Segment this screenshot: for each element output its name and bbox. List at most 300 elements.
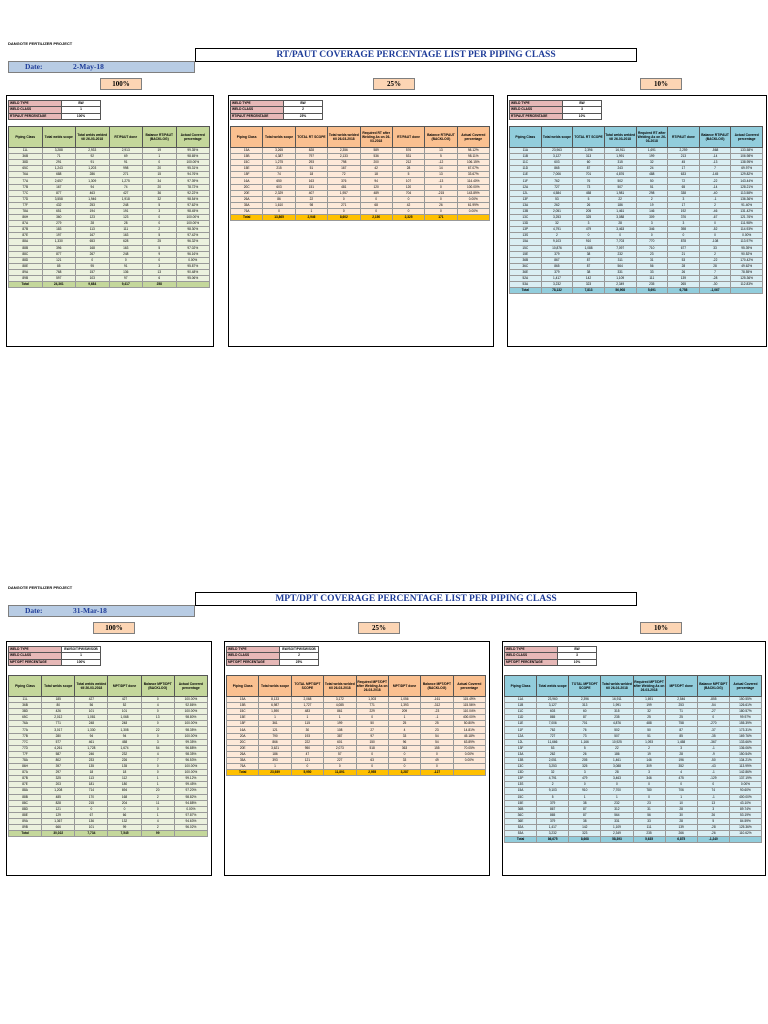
table-cell: 86H [9,764,42,770]
table-cell: 42 [392,202,424,208]
info-key: WELD CLASS [227,653,280,659]
table-cell: 3 [668,196,700,202]
table-cell: 114.93% [731,227,763,233]
table-cell: 1,417 [541,275,573,281]
total-cell: 58,393 [601,837,633,843]
table-cell: 651 [42,208,76,214]
table-cell: 73 [569,733,601,739]
table-cell: 536 [360,154,392,160]
class1-percentage-header: 100% [93,622,135,634]
table-cell: 564 [601,812,633,818]
table-cell: 26 [668,269,700,275]
table-cell: 33.67% [457,172,489,178]
table-cell: 271 [328,202,360,208]
table-cell: 94 [108,733,141,739]
table-cell: 87 [573,257,605,263]
table-cell: 87 [569,715,601,721]
table-cell: 133.66% [729,739,761,745]
table-cell: 13P [505,776,537,782]
total-cell: 99 [141,831,174,837]
table-cell: 481 [328,184,360,190]
table-cell: 11E [505,721,537,727]
table-cell: 0 [141,697,174,703]
table-cell: 0 [601,782,633,788]
table-cell: 1 [291,715,323,721]
column-header: Balance MPT/DPT (BACKLOG) [697,676,729,697]
table-cell: 1,243 [42,166,76,172]
info-value: 3 [558,653,597,659]
table-cell: 15B [231,154,263,160]
table-cell: 121.76% [731,215,763,221]
table-cell: 0 [141,770,174,776]
table-cell: 68 [360,202,392,208]
table-cell: 35A [231,202,263,208]
table-cell: -1 [697,770,729,776]
table-cell: 0 [421,764,453,770]
table-cell: 72 [328,172,360,178]
table-cell: 379 [537,800,569,806]
table-cell: 20 [143,166,177,172]
table-cell: 94.88% [174,800,207,806]
table-cell: 36C [505,812,537,818]
table-cell: 69.97% [731,166,763,172]
table-cell: 704 [392,190,424,196]
table-cell: 4,584 [541,190,573,196]
table-cell: 346 [636,227,668,233]
table-cell: 352 [665,764,697,770]
table-cell: 2 [699,251,731,257]
table-cell: 463 [76,190,110,196]
table-cell: 91.40% [731,202,763,208]
table-cell: 56 [633,812,665,818]
table-cell: 232 [108,751,141,757]
table-cell: 0.00% [453,751,485,757]
table-cell: 2 [141,794,174,800]
table-cell: 77A [9,178,43,184]
table-cell: 18 [295,172,327,178]
table-cell: 125.36% [729,824,761,830]
info-value: 2 [284,107,323,113]
table-cell: 311 [604,257,636,263]
table-cell: 20C [227,739,259,745]
table-cell: 267 [76,251,110,257]
table-cell: 262 [541,202,573,208]
table-cell: 1,056 [388,697,420,703]
column-header: Required MPT/DPT after Welding As on 26-03-2018 [633,676,665,697]
total-cell [176,282,210,288]
table-cell: -13 [425,178,457,184]
info-key: WELD CLASS [510,107,563,113]
total-cell: 2,150 [360,215,392,221]
table-cell: 53A [505,831,537,837]
table-cell: 271 [109,172,143,178]
table-cell: -312 [421,703,453,709]
table-cell: 192 [668,208,700,214]
table-header-row [9,127,210,148]
table-cell: 1,003 [356,697,388,703]
table-cell: 76A [9,172,43,178]
table-cell: 2,068 [291,697,323,703]
table-cell: 1,946 [76,196,110,202]
table-cell: 3 [636,221,668,227]
table-cell: 0 [324,764,356,770]
rt-paut-sheet [0,38,768,378]
table-cell: 88E [9,263,43,269]
table-header-row [227,676,486,697]
column-header: Total welds scope [42,127,76,148]
table-cell: 13 [425,172,457,178]
table-cell: 1,275 [263,160,295,166]
table-cell: 0 [569,782,601,788]
total-cell: 23,939 [259,770,291,776]
table-cell: 768 [42,269,76,275]
table-cell: 1,991 [604,154,636,160]
table-cell: 45 [668,160,700,166]
table-cell: 94.76% [176,172,210,178]
table-cell: 1 [665,794,697,800]
info-key: WELD CLASS [231,107,284,113]
table-cell: 108 [324,727,356,733]
table-cell: 16,911 [604,148,636,154]
table-cell: 199 [636,154,668,160]
table-header-row [9,676,208,697]
table-cell: 633 [668,172,700,178]
table-cell: 601 [324,739,356,745]
table-cell: 15E [510,251,542,257]
table-cell: 97.20% [174,788,207,794]
table-cell: 1,461 [604,208,636,214]
table-cell: 1,109 [604,275,636,281]
table-cell: 142 [573,275,605,281]
table-cell: 0 [636,233,668,239]
table-cell: 3,253 [537,764,569,770]
table-cell: 114.40% [457,178,489,184]
column-header: Balance RT/PAUT (BACKLOG) [699,127,731,148]
table-cell: 15C [505,794,537,800]
table-cell: 3 [633,770,665,776]
total-cell: 2,325 [392,215,424,221]
table-cell: 1 [141,812,174,818]
info-value: 1 [62,653,101,659]
table-cell: 150.54% [729,751,761,757]
table-header-row [510,127,763,148]
column-header: RT/PAUT done [109,127,143,148]
table-cell: 235 [633,831,665,837]
table-cell: 1,727 [291,703,323,709]
table-cell: 376 [328,178,360,184]
total-row [227,770,486,776]
table-cell: 60 [569,709,601,715]
table-cell: 28 [665,818,697,824]
table-cell: 297 [42,770,75,776]
table-cell: 94 [76,184,110,190]
table-cell: 11F [510,178,542,184]
table-cell: 86H [9,215,43,221]
table-cell: 173.31% [729,727,761,733]
table-cell: 36E [510,269,542,275]
table-cell: 150.55% [729,697,761,703]
table-cell: -27 [697,709,729,715]
table-cell: -52 [699,227,731,233]
table-cell: 313 [573,154,605,160]
table-cell: 36B [9,703,42,709]
table-cell: 363 [388,745,420,751]
table-cell: 3,017 [42,727,75,733]
column-header: Actual Covered percentage [731,127,763,148]
table-cell: 3,621 [259,745,291,751]
table-cell: 4,876 [601,721,633,727]
table-cell: 15C [231,160,263,166]
table-cell: 1 [569,794,601,800]
table-cell: 2,396 [573,148,605,154]
table-cell: 50 [636,178,668,184]
info-value: BW [284,101,323,107]
table-cell: 1 [324,715,356,721]
column-header: Piping Class [505,676,537,697]
table-cell: 11D [505,715,537,721]
table-cell: 15 [143,172,177,178]
table-cell: 121 [291,757,323,763]
table-cell: 0 [328,208,360,214]
table-cell: 706 [665,788,697,794]
table-cell: 98.54% [176,196,210,202]
table-cell: 36B [9,154,43,160]
table-cell: 407 [295,190,327,196]
table-cell: 38D [9,709,42,715]
table-cell: 379 [541,269,573,275]
table-cell: 0 [360,196,392,202]
table-cell: 235 [601,715,633,721]
table-cell: 780 [633,788,665,794]
table-cell: 67 [75,812,108,818]
table-cell: 15A [231,148,263,154]
table-cell: 7,006 [537,721,569,727]
table-cell: 186 [601,751,633,757]
table-cell: 15E [227,715,259,721]
table-cell: 87A [9,221,43,227]
table-cell: 0.00% [457,208,489,214]
table-cell: 87B [9,227,43,233]
table-cell: 99.35% [176,148,210,154]
total-cell: 6,875 [665,837,697,843]
table-cell: 88D [9,257,43,263]
table-cell: 65C [9,166,43,172]
column-header: Balance RT/PAUT (BACKLOG) [143,127,177,148]
table-cell: -13 [699,160,731,166]
table-cell: 98.45% [176,208,210,214]
total-cell: 3,287 [388,770,420,776]
column-header: Required RT after Welding As on 26-03-2018 [360,127,392,148]
table-cell: 2 [141,824,174,830]
table-cell: 112 [108,776,141,782]
table-cell: 861 [324,709,356,715]
page-title: MPT/DPT COVERAGE PERCENTAGE LIST PER PIPING CLASS [195,592,637,606]
column-header: Total welds welded till 26-03-2018 [324,676,356,697]
table-cell: 111 [109,227,143,233]
table-cell: 76A [231,208,263,214]
table-cell: 13 [697,800,729,806]
table-cell: 1,458 [665,739,697,745]
table-cell: 170.42% [731,257,763,263]
table-cell: 4,261 [42,745,75,751]
column-header: Piping Class [9,127,43,148]
info-value: 10% [563,113,602,119]
table-cell: 6,987 [259,703,291,709]
table-cell: 193 [291,733,323,739]
table-cell: 78.55% [731,269,763,275]
table-cell: 78A [9,208,43,214]
total-cell: -127 [421,770,453,776]
table-cell: 0.00% [729,782,761,788]
table-cell: 291 [42,160,76,166]
info-key: MPT/DPT PERCENTAGE [9,659,62,665]
column-header: Balance MPT/DPT (BACKLOG) [141,676,174,697]
table-cell: 94.63% [174,818,207,824]
table-cell: 1 [295,208,327,214]
table-cell: 1,088 [573,245,605,251]
table-cell: 1 [259,715,291,721]
date-row [8,605,195,617]
table-cell: 87E [9,782,42,788]
table-cell: 88B [9,794,42,800]
table-cell: 38 [569,800,601,806]
table-cell: 88E [9,812,42,818]
table-cell: 1,068 [108,715,141,721]
class2-info-table [226,646,319,666]
table-cell: 396 [42,245,76,251]
table-cell: 0 [633,794,665,800]
table-header-row [231,127,490,148]
table-cell: 0 [421,751,453,757]
table-cell: 9 [143,251,177,257]
date-row [8,61,195,73]
table-cell: 52 [108,703,141,709]
table-cell: 51 [633,733,665,739]
table-cell: 215 [263,166,295,172]
table-cell: 74 [109,184,143,190]
table-cell: 2,349 [604,282,636,288]
table-cell: 28 [665,806,697,812]
table-cell: 226 [108,757,141,763]
class3-info-table [509,100,602,120]
table-cell: -129 [697,776,729,782]
total-cell: 5,691 [636,288,668,294]
table-cell: 11F [505,727,537,733]
table-cell: 5 [697,818,729,824]
table-cell: 2,349 [601,831,633,837]
total-cell: Total [9,831,42,837]
table-cell: 13 [425,148,457,154]
table-cell: 63 [356,757,388,763]
table-cell: 15F [231,172,263,178]
table-cell: 3,172 [324,697,356,703]
table-cell: 107 [392,178,424,184]
total-cell: -1,240 [697,837,729,843]
info-value: BW [563,101,602,107]
table-cell: 95.06% [176,275,210,281]
table-cell: 3,127 [541,154,573,160]
table-cell: 123 [109,215,143,221]
table-cell: 77B [9,733,42,739]
table-cell: 38 [569,818,601,824]
info-value: 3 [563,107,602,113]
table-cell: 11B [510,154,542,160]
table-cell: 136 [109,269,143,275]
total-cell: 56,908 [604,288,636,294]
table-cell: 13S [505,782,537,788]
table-cell: -35 [697,733,729,739]
table-cell: 19 [143,148,177,154]
table-cell: 0 [425,184,457,190]
table-cell: 727 [541,184,573,190]
table-cell: 5 [573,196,605,202]
table-cell: 77F [9,751,42,757]
table-cell: 0 [697,715,729,721]
table-cell: 3 [143,263,177,269]
table-cell: 0 [388,751,420,757]
table-cell: 1,957 [328,190,360,196]
table-cell: 20E [227,745,259,751]
table-cell: 28 [76,221,110,227]
table-cell: 74 [263,172,295,178]
column-header: Total welds welded till 26-03-2018 [75,676,108,697]
table-cell: 98.30% [176,227,210,233]
table-cell: 2,396 [569,697,601,703]
table-cell: 1,330 [75,727,108,733]
info-value: 2 [280,653,319,659]
info-value: 1 [62,107,101,113]
table-cell: 331 [601,818,633,824]
table-cell: 87 [569,812,601,818]
table-cell: 2,051 [541,208,573,214]
table-cell: 1,918 [109,196,143,202]
table-cell: 0.00% [453,757,485,763]
total-cell: 13,865 [263,215,295,221]
table-cell: 2,329 [263,190,295,196]
table-cell: -67 [699,215,731,221]
table-cell: 121 [259,727,291,733]
table-cell: 0 [699,221,731,227]
table-cell: 877 [42,251,76,257]
table-cell: 483 [291,709,323,715]
table-cell: 53 [668,257,700,263]
date-value: 31-Mar-18 [73,606,107,615]
table-cell: 479 [573,227,605,233]
table-cell: 88A [9,788,42,794]
table-cell: 129.82% [731,172,763,178]
table-cell: 4 [141,703,174,709]
table-cell: 25 [388,721,420,727]
table-cell: 86 [263,196,295,202]
table-cell: 111 [633,824,665,830]
table-cell: 1,330 [42,239,76,245]
table-cell: 28 [392,166,424,172]
table-cell: -161 [421,697,453,703]
table-cell: 427 [108,697,141,703]
table-cell: 31 [636,257,668,263]
table-cell: 771 [356,703,388,709]
table-cell: 6 [143,275,177,281]
table-cell: 248 [109,202,143,208]
table-cell: 18 [75,770,108,776]
table-cell: 2 [541,233,573,239]
table-cell: 0 [699,233,731,239]
table-cell: -1 [697,794,729,800]
info-value: 25% [280,659,319,665]
table-cell: 146 [633,757,665,763]
table-cell: 115.49% [453,697,485,703]
table-cell: 76A [9,721,42,727]
